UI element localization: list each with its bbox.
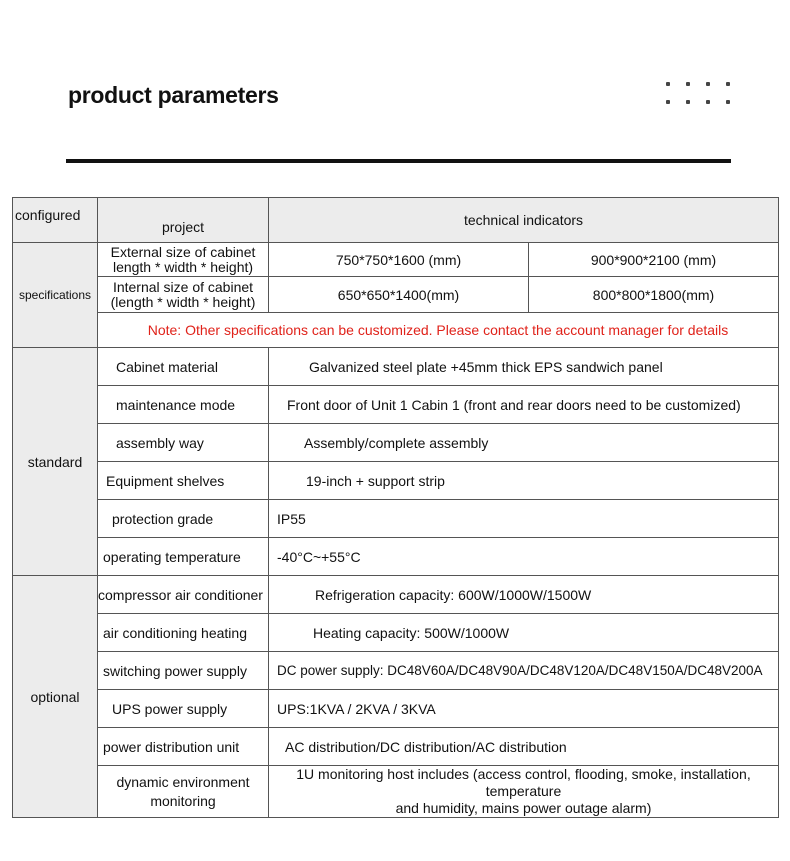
row-value: 19-inch + support strip	[269, 462, 779, 500]
table-row	[13, 690, 779, 728]
external-size-value-1: 750*750*1600 (mm)	[269, 243, 529, 277]
row-label: operating temperature	[98, 538, 269, 576]
table-row	[13, 652, 779, 690]
row-value: AC distribution/DC distribution/AC distribution	[269, 728, 779, 766]
row-value: Heating capacity: 500W/1000W	[269, 614, 779, 652]
row-label: switching power supply	[98, 652, 269, 690]
row-label: Equipment shelves	[98, 462, 269, 500]
external-size-value-2: 900*900*2100 (mm)	[529, 243, 779, 277]
row-value: 1U monitoring host includes (access control, flooding, smoke, installation, temperature and humidity, mains power outage alarm)	[269, 766, 779, 818]
internal-size-label: Internal size of cabinet (length * width * height)	[98, 277, 269, 313]
table-row	[13, 728, 779, 766]
row-value: Front door of Unit 1 Cabin 1 (front and rear doors need to be customized)	[269, 386, 779, 424]
table-row	[13, 424, 779, 462]
row-value: IP55	[269, 500, 779, 538]
table-row	[13, 766, 779, 818]
row-label: protection grade	[98, 500, 269, 538]
row-label: UPS power supply	[98, 690, 269, 728]
group-standard: standard	[13, 348, 98, 576]
table-row	[13, 243, 779, 277]
page-title: product parameters	[68, 82, 279, 108]
table-row	[13, 538, 779, 576]
internal-size-value-2: 800*800*1800(mm)	[529, 277, 779, 313]
header-configured: configured	[13, 198, 98, 243]
table-row	[13, 313, 779, 348]
row-label: Cabinet material	[98, 348, 269, 386]
row-value: -40°C~+55°C	[269, 538, 779, 576]
table-row	[13, 277, 779, 313]
row-value: UPS:1KVA / 2KVA / 3KVA	[269, 690, 779, 728]
header-technical-indicators: technical indicators	[269, 198, 779, 243]
row-label: air conditioning heating	[98, 614, 269, 652]
product-parameters-table	[12, 197, 779, 818]
row-label: assembly way	[98, 424, 269, 462]
group-optional: optional	[13, 576, 98, 818]
table-row	[13, 462, 779, 500]
group-specifications: specifications	[13, 243, 98, 348]
row-label: compressor air conditioner	[98, 576, 269, 614]
row-value: Galvanized steel plate +45mm thick EPS sandwich panel	[269, 348, 779, 386]
row-label: power distribution unit	[98, 728, 269, 766]
external-size-label: External size of cabinet length * width * height)	[98, 243, 269, 277]
table-row	[13, 500, 779, 538]
table-row	[13, 386, 779, 424]
customization-note: Note: Other specifications can be customized. Please contact the account manager for details	[98, 313, 779, 348]
table-header-row	[13, 198, 779, 243]
row-value: Assembly/complete assembly	[269, 424, 779, 462]
table-row	[13, 576, 779, 614]
header-project: project	[98, 198, 269, 243]
table-row	[13, 348, 779, 386]
row-label: dynamic environment monitoring	[98, 766, 269, 818]
title-divider	[66, 159, 731, 163]
table-row	[13, 614, 779, 652]
row-value: DC power supply: DC48V60A/DC48V90A/DC48V120A/DC48V150A/DC48V200A	[269, 652, 779, 690]
row-label: maintenance mode	[98, 386, 269, 424]
decorative-dots-icon	[666, 82, 732, 110]
internal-size-value-1: 650*650*1400(mm)	[269, 277, 529, 313]
row-value: Refrigeration capacity: 600W/1000W/1500W	[269, 576, 779, 614]
